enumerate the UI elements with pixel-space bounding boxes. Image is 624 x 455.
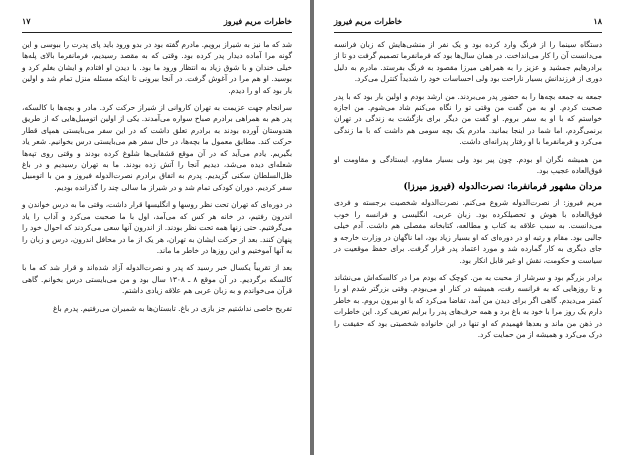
left-running-title: خاطرات مریم فیروز bbox=[223, 16, 292, 26]
left-paragraph-5: تفریح خاصی نداشتیم جز بازی در باغ. تابستان‌ها به شمیران می‌رفتیم. پدرم باغ bbox=[53, 303, 292, 313]
right-page bbox=[314, 0, 624, 455]
left-paragraph-3: در دوره‌ای که تهران تحت نظر روسها و انگلیسها قرار داشت، وقتی ما به درس خواندن و اندرون رفتیم، در خانه هر کس که می‌آمد، اول با ما صحبت می‌کرد و آداب را یاد می‌گرفتیم. حتی زنها همه تحت نظر بودند. از اندرون آنها سعی می‌کردند که احوال خود را پنهان کنند. بعد از حرکت ایشان به تهران، هر یک از ما در محافل اندرون، درس و زبان را به آنها آموختیم و این روزها در خاطر ما ماند. bbox=[22, 200, 292, 255]
section-paragraph-1: مریم فیروز: از نصرت‌الدوله شروع می‌کنم. نصرت‌الدوله شخصیت برجسته و فردی فوق‌العاده با هوش و تحصیلکرده بود. زبان عربی، انگلیسی و فرانسه را خوب می‌دانست. به سبب علاقه به کتاب و مطالعه، کتابخانه مفصلی هم داشت. آدم خیلی جالبی بود. مقام و رتبه او در دوره‌ای که او بسیار زیاد بود، اما ناگهان در وزارت خارجه و جای دیگری به کار گمارده شد و مورد اعتماد پدر قرار گرفت. برای حفظ موقعیت در سیاست و حکومت، نقش او غیر قابل انکار بود. bbox=[334, 198, 602, 265]
right-paragraph-3: من همیشه نگران او بودم. چون پیر بود ولی بسیار مقاوم، ایستادگی و مقاومت او فوق‌العاده عجیب بود. bbox=[334, 154, 602, 176]
left-paragraph-4: بعد از تقریباً یکسال خبر رسید که پدر و نصرت‌الدوله آزاد شده‌اند و قرار شد که ما با کالسکه برگردیم. در آن موقع ۸ ـ ۱۳۰۸ سال بود و من می‌بایستی درس بخوانم. گاهی قرآن می‌خواندم و به زبان عربی هم علاقه زیادی داشتم. bbox=[22, 263, 292, 296]
left-paragraph-1: شد که ما نیز به شیراز برویم. مادرم گفته بود در بدو ورود باید پای پدرت را ببوسی و این گونه مرا آماده دیدار پدر کرده بود. وقتی که به مقصد رسیدیم، فرمانفرما بالای پله‌ها خیلی خندان و با شوق زیاد به انتظار ورود ما بود. با دیدن او افتادم و ایشان بغلم کرد و بوسید. او هم مرا در آغوش گرفت. در آنجا بیرونی تا اینکه مسئله منزل تمام شد و اولین بار بود که او را دیدم. bbox=[22, 40, 292, 95]
right-running-title: خاطرات مریم فیروز bbox=[334, 16, 403, 26]
section-heading: مردان مشهور فرمانفرما: نصرت‌الدوله (فیروز میرزا) bbox=[403, 182, 602, 193]
left-paragraph-2: سرانجام جهت عزیمت به تهران کاروانی از شیراز حرکت کرد. مادر و بچه‌ها با کالسکه، پدر هم به همراهی برادرم صباح سواره می‌آمدند. یکی از اولین اتومبیل‌هایی که از طریق هندوستان آورده بودند به برادرم تعلق داشت که در این سفر می‌بایستی همپای قطار حرکت کند. مطابق معمول ما بچه‌ها، در حال سفر هم می‌بایستی درس بخوانیم. شعر یاد بگیریم. یادم می‌آید که در آن موقع قشقایی‌ها شلوغ کرده بودند و وقتی روی تپه‌ها شعله‌ای دیده می‌شد، دیدیم آنجا را آتش زده بودند. ما به تهران رسیدیم و در باغ ظل‌السلطان سکنی گزیدیم. پدرم به اتفاق برادرم نصرت‌الدوله فیروز و من با اتومبیل سفر کردیم. دوران کودکی تمام شد و در شیراز ما سالی چند را گذرانده بودیم. bbox=[22, 103, 292, 192]
left-page bbox=[0, 0, 310, 455]
right-page-header bbox=[334, 16, 602, 30]
right-paragraph-2: جمعه به جمعه بچه‌ها را به حضور پدر می‌بردند. من ارشد بودم و اولین بار بود که با پدر صحبت کردم. او به من گفت من وقتی تو را نگاه می‌کنم شاد می‌شوم. من اجازه خواستم که با او به سفر بروم. او گفت من دیگر برای بازگشت به زندگی در تهران برنمی‌گردم، اما شما در اینجا بمانید. مادرم یک بچه سومی هم داشت که با ما زندگی می‌کرد و فرمانفرما با او رفتار پدرانه‌ای داشت. bbox=[334, 91, 602, 147]
right-paragraph-1: دستگاه سینما را از فرنگ وارد کرده بود و یک نفر از منشی‌هایش که زبان فرانسه می‌دانست آن را کار می‌انداخت. در همان سال‌ها بود که فرمانفرما تصمیم گرفت دو تا از برادرهایم جمشید و عزیز را به همراهی میرزا مقصود به فرنگ بفرستد. مادرم به دلیل دوری از فرزندانش بسیار ناراحت بود ولی احساسات خود را شدیداً کنترل می‌کرد. bbox=[334, 40, 602, 84]
left-page-header bbox=[22, 16, 292, 30]
left-header-rule bbox=[22, 32, 292, 33]
right-header-rule bbox=[334, 32, 602, 33]
section-paragraph-2: برادر بزرگم بود و سرشار از محبت به من. کوچک که بودم مرا در کالسکه‌اش می‌نشاند و تا روزهایی که به فرانسه رفت، همیشه در کنار او می‌بودم. وقتی بزرگتر شدم او را کمتر می‌دیدم. گاهی اگر برای دیدن من آمد، تقاضا می‌کرد که با او بیرون بروم. به خاطر دارم یک روز مرا با خود به باغ برد و همه حرف‌های پدر را برایم تعریف کرد. این خاطرات در ذهن من ماند و بعدها فهمیدم که او تنها در این خانواده شخصیتی بود که حقیقت را درک می‌کرد و همیشه از من حمایت کرد. bbox=[334, 272, 602, 339]
left-page-number: ۱۷ bbox=[22, 16, 31, 26]
right-page-number: ۱۸ bbox=[593, 16, 602, 26]
